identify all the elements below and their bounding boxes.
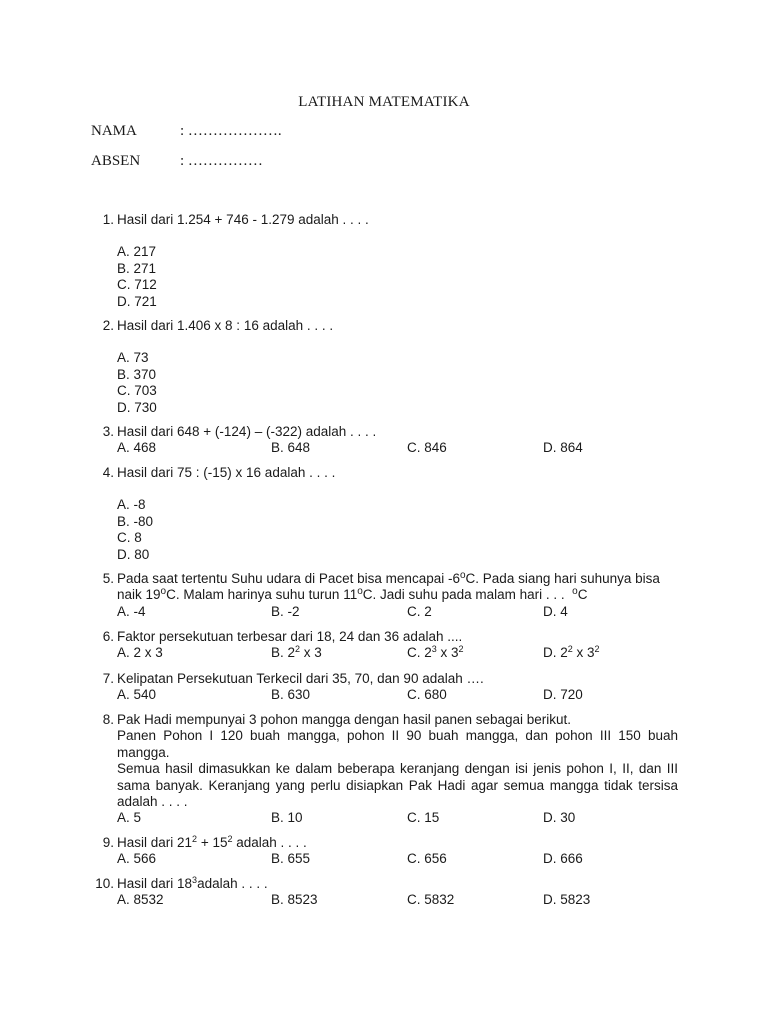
options-row <box>117 851 678 867</box>
question-number: 7. <box>102 671 114 686</box>
option-b: B. 655 <box>271 851 311 867</box>
question-text-3: Semua hasil dimasukkan ke dalam beberapa keranjang dengan isi jenis pohon I, II, dan III sama banyak. Keranjang yang perlu disiapkan Pak Hadi agar semua mangga tidak tersisa adalah . . . . <box>117 761 678 810</box>
options-list <box>117 497 678 563</box>
option-d: D. 4 <box>543 603 568 619</box>
option-b: B. 8523 <box>271 892 318 908</box>
question-number: 8. <box>102 712 114 727</box>
question-text: Faktor persekutuan terbesar dari 18, 24 dan 36 adalah .... <box>117 629 463 644</box>
options-row <box>117 604 678 620</box>
question-9 <box>94 835 678 868</box>
absen-field <box>91 153 263 170</box>
nama-field <box>91 123 282 140</box>
option-a: A. 468 <box>117 440 157 456</box>
question-text: Hasil dari $18^3adalah$ . . . . <box>117 875 268 891</box>
question-number: 6. <box>102 629 114 644</box>
absen-value: : …………… <box>180 153 263 169</box>
option-a: A. 217 <box>117 244 157 260</box>
option-a: A. -4 <box>117 603 146 619</box>
option-c: C. 846 <box>407 440 447 456</box>
option-b: B. 271 <box>117 260 157 276</box>
degree-sign: o <box>160 586 167 598</box>
question-6 <box>94 629 678 662</box>
nama-label: NAMA <box>91 123 137 139</box>
option-c: C. 703 <box>117 383 157 399</box>
options-list <box>117 244 678 310</box>
option-c: C. 680 <box>407 687 447 703</box>
question-number: 1. <box>102 212 114 227</box>
option-a: A. 566 <box>117 851 157 867</box>
question-number: 3. <box>102 424 114 439</box>
question-text: Hasil dari 648 + (-124) – (-322) adalah . . . . <box>117 424 377 439</box>
option-b: B. -80 <box>117 513 154 529</box>
option-a: A. 8532 <box>117 892 164 908</box>
option-b: B. 648 <box>271 440 311 456</box>
options-row <box>117 810 678 826</box>
option-d: D. 864 <box>543 440 583 456</box>
option-c: C. 2 <box>407 603 432 619</box>
nama-value: : ………………. <box>180 123 282 139</box>
question-number: 10. <box>95 876 114 891</box>
option-a: A. 5 <box>117 810 142 826</box>
question-text: Hasil dari 1.254 + 746 - 1.279 adalah . . . . <box>117 212 369 227</box>
option-a: A. -8 <box>117 497 146 513</box>
option-d: D. 80 <box>117 546 150 562</box>
option-a: A. 2 x 3 <box>117 645 163 661</box>
question-text: Hasil dari 75 : (-15) x 16 adalah . . . . <box>117 465 336 480</box>
options-row <box>117 645 678 661</box>
question-number: 5. <box>102 571 114 586</box>
absen-label: ABSEN <box>91 153 141 169</box>
question-number: 9. <box>102 835 114 850</box>
options-list <box>117 350 678 416</box>
question-4 <box>94 465 678 563</box>
option-c: C. 712 <box>117 277 157 293</box>
option-c: C. $2^3$ x $3^2$ <box>407 644 464 661</box>
question-text: Pada saat tertentu Suhu udara di Pacet bisa mencapai -6$^o$C. Pada siang hari suhunya bisa naik 19$^o$C. Malam harinya suhu turun 11$^o$C. Jadi suhu pada malam hari . . . $^o$C <box>117 570 660 603</box>
question-number: 4. <box>102 465 114 480</box>
options-row <box>117 892 678 908</box>
options-row <box>117 687 678 703</box>
option-d: D. 666 <box>543 851 583 867</box>
options-row <box>117 440 678 456</box>
option-d: D. 5823 <box>543 892 591 908</box>
option-a: A. 540 <box>117 687 157 703</box>
question-text-1: Pak Hadi mempunyai 3 pohon mangga dengan hasil panen sebagai berikut. <box>117 712 572 727</box>
question-10 <box>94 876 678 909</box>
question-7 <box>94 671 678 704</box>
question-number: 2. <box>102 318 114 333</box>
page-title: LATIHAN MATEMATIKA <box>298 94 470 110</box>
question-text: Kelipatan Persekutuan Terkecil dari 35, 70, dan 90 adalah …. <box>117 671 484 686</box>
option-c: C. 15 <box>407 810 440 826</box>
question-2 <box>94 318 678 416</box>
option-b: B. -2 <box>271 603 300 619</box>
option-b: B. 370 <box>117 366 157 382</box>
question-text: Hasil dari $21^2 + 15^2$ adalah . . . . <box>117 834 307 850</box>
option-d: D. $2^2$ x $3^2$ <box>543 644 600 661</box>
question-text-2: Panen Pohon I 120 buah mangga, pohon II 90 buah mangga, dan pohon III 150 buah mangga. <box>117 728 678 760</box>
option-c: C. 5832 <box>407 892 455 908</box>
question-8 <box>94 712 678 827</box>
option-d: D. 30 <box>543 810 576 826</box>
option-c: C. 8 <box>117 530 142 546</box>
question-1 <box>94 212 678 310</box>
option-d: D. 720 <box>543 687 583 703</box>
degree-sign: o <box>459 570 466 581</box>
option-a: A. 73 <box>117 350 149 366</box>
option-b: B. 630 <box>271 687 311 703</box>
option-d: D. 730 <box>117 399 157 415</box>
option-c: C. 656 <box>407 851 447 867</box>
question-text: Hasil dari 1.406 x 8 : 16 adalah . . . . <box>117 318 334 333</box>
question-3 <box>94 424 678 457</box>
degree-sign: o <box>357 586 363 598</box>
option-d: D. 721 <box>117 293 157 309</box>
question-5 <box>94 571 678 620</box>
degree-sign: o <box>572 586 578 598</box>
option-b: B. $2^2$ x 3 <box>271 644 322 661</box>
option-b: B. 10 <box>271 810 303 826</box>
